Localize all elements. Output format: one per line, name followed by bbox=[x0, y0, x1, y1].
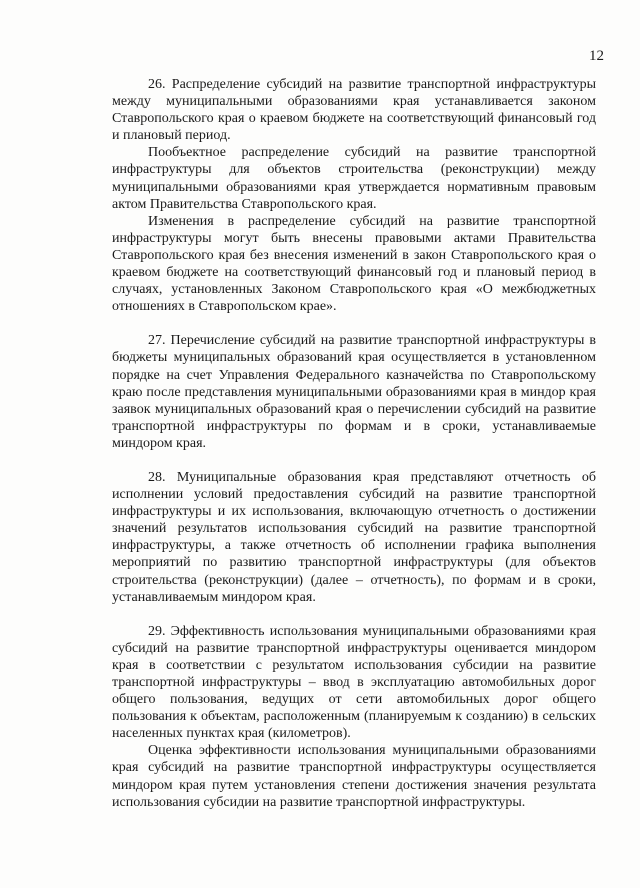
paragraph-29-evaluation: Оценка эффективности использования муниципальными образованиями края субсидий на развитие транспортной инфраструктуры осуществляется миндором края путем установления степени достижения значения результата использования субсидии на развитие транспортной инфраструктуры. bbox=[112, 743, 596, 810]
document-body bbox=[112, 76, 596, 811]
paragraph-28: 28. Муниципальные образования края представляют отчетность об исполнении условий предоставления субсидий на развитие транспортной инфраструктуры и их использования, включающую отчетность о достижении значений результатов использования субсидий на развитие транспортной инфраструктуры, а также отчетность об исполнении графика выполнения мероприятий по развитию транспортной инфраструктуры (для объектов строительства (реконструкции) (далее – отчетность), по формам и в сроки, устанавливаемым миндором края. bbox=[112, 469, 596, 605]
paragraph-26-changes: Изменения в распределение субсидий на развитие транспортной инфраструктуры могут быть внесены правовыми актами Правительства Ставропольского края без внесения изменений в закон Ставропольского края о краевом бюджете на соответствующий финансовый год и плановый период в случаях, установленных Законом Ставропольского края «О межбюджетных отношениях в Ставропольском крае». bbox=[112, 213, 596, 315]
paragraph-26-object-distribution: Пообъектное распределение субсидий на развитие транспортной инфраструктуры для объектов строительства (реконструкции) между муниципальными образованиями края утверждается нормативным правовым актом Правительства Ставропольского края. bbox=[112, 145, 596, 212]
paragraph-27: 27. Перечисление субсидий на развитие транспортной инфраструктуры в бюджеты муниципальных образований края осуществляется в установленном порядке на счет Управления Федерального казначейства по Ставропольскому краю после представления муниципальными образованиями края в миндор края заявок муниципальных образований края о перечислении субсидий на развитие транспортной инфраструктуры по формам и в сроки, устанавливаемые миндором края. bbox=[112, 333, 596, 451]
paragraph-29: 29. Эффективность использования муниципальными образованиями края субсидий на развитие транспортной инфраструктуры оценивается миндором края в соответствии с результатом использования субсидии на развитие транспортной инфраструктуры – ввод в эксплуатацию автомобильных дорог общего пользования, ведущих от сети автомобильных дорог общего пользования к объектам, расположенным (планируемым к созданию) в сельских населенных пунктах края (километров). bbox=[112, 623, 596, 742]
paragraph-26: 26. Распределение субсидий на развитие транспортной инфраструктуры между муниципальными образованиями края устанавливается законом Ставропольского края о краевом бюджете на соответствующий финансовый год и плановый период. bbox=[112, 77, 596, 144]
page-number: 12 bbox=[589, 48, 604, 64]
